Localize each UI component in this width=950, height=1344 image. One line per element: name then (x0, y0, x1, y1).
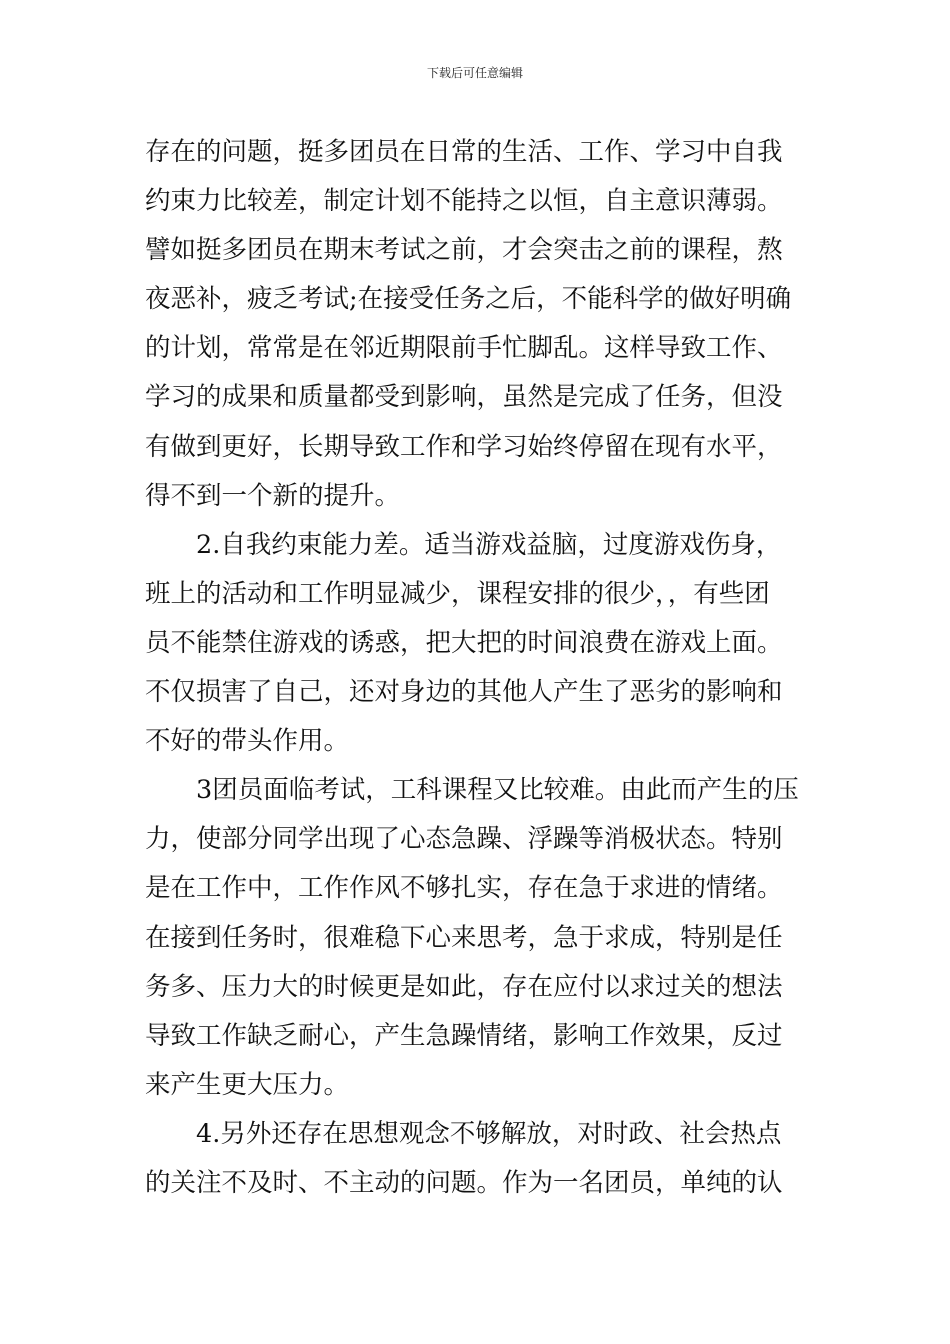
text-line: 譬如挺多团员在期末考试之前，才会突击之前的课程，熬 (145, 235, 783, 266)
text-line: 夜恶补，疲乏考试;在接受任务之后，不能科学的做好明确 (145, 284, 792, 315)
text-line: 的关注不及时、不主动的问题。作为一名团员，单纯的认 (145, 1167, 783, 1198)
page-header: 下载后可任意编辑 (426, 66, 523, 80)
text-line: 不仅损害了自己，还对身边的其他人产生了恶劣的影响和 (145, 677, 783, 708)
text-line: 导致工作缺乏耐心，产生急躁情绪，影响工作效果，反过 (145, 1020, 783, 1051)
text-line: 来产生更大压力。 (145, 1069, 350, 1100)
document-body (145, 128, 815, 1208)
text-line: 的计划，常常是在邻近期限前手忙脚乱。这样导致工作、 (145, 333, 783, 364)
text-line: 力，使部分同学出现了心态急躁、浮躁等消极状态。特别 (145, 824, 783, 855)
text-line: 是在工作中，工作作风不够扎实，存在急于求进的情绪。 (145, 873, 783, 904)
text-line: 不好的带头作用。 (145, 726, 350, 757)
paragraph-start-line: 3团员面临考试，工科课程又比较难。由此而产生的压 (196, 775, 799, 806)
paragraph-start-line: 2.自我约束能力差。适当游戏益脑，过度游戏伤身， (196, 529, 782, 560)
text-line: 约束力比较差，制定计划不能持之以恒，自主意识薄弱。 (145, 186, 783, 217)
text-line: 得不到一个新的提升。 (145, 480, 401, 511)
text-line: 员不能禁住游戏的诱惑，把大把的时间浪费在游戏上面。 (145, 627, 783, 658)
paragraph-start-line: 4.另外还存在思想观念不够解放，对时政、社会热点 (196, 1118, 782, 1149)
text-line: 在接到任务时，很难稳下心来思考，急于求成，特别是任 (145, 922, 783, 953)
text-line: 学习的成果和质量都受到影响，虽然是完成了任务，但没 (145, 382, 783, 413)
text-line: 存在的问题，挺多团员在日常的生活、工作、学习中自我 (145, 137, 783, 167)
text-line: 务多、压力大的时候更是如此，存在应付以求过关的想法 (145, 971, 783, 1002)
text-line: 班上的活动和工作明显减少，课程安排的很少，，有些团 (145, 578, 770, 609)
text-line: 有做到更好，长期导致工作和学习始终停留在现有水平， (145, 431, 783, 462)
